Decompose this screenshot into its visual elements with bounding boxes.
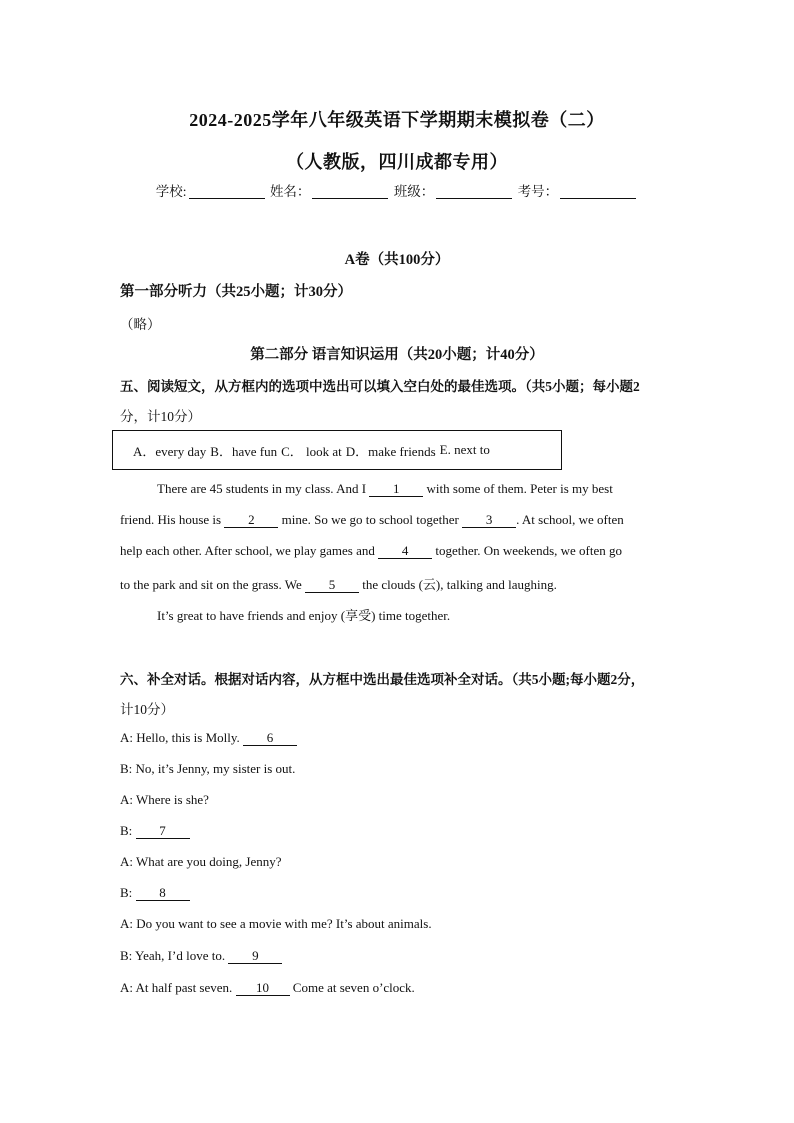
exam-title: 2024-2025学年八年级英语下学期期末模拟卷（二）: [189, 110, 605, 130]
dialogue-line-5: A: What are you doing, Jenny?: [120, 854, 282, 869]
dialogue-line-8: [120, 948, 282, 964]
passage-text: . At school, we often: [516, 512, 624, 527]
dialogue-text: Come at seven o’clock.: [289, 980, 415, 995]
class-blank[interactable]: [436, 184, 512, 199]
name-blank[interactable]: [312, 184, 388, 199]
exam-no-label: 考号：: [517, 184, 559, 199]
blank-6[interactable]: 6: [243, 731, 297, 746]
dialogue-line-6: [120, 885, 190, 901]
blank-9[interactable]: 9: [228, 949, 282, 964]
dialogue-text: B: Yeah, I’d love to.: [120, 948, 229, 963]
dialogue-line-9: [120, 980, 415, 996]
school-label: 学校:: [155, 184, 187, 199]
option-a: A．every day: [133, 443, 207, 459]
q6-instruction-line2: 计10分）: [120, 702, 174, 717]
passage-line-4: [120, 574, 557, 593]
blank-10[interactable]: 10: [236, 981, 290, 996]
q5-instruction-line1: 五、阅读短文，从方框内的选项中选出可以填入空白处的最佳选项。（共5小题；每小题2: [120, 379, 640, 394]
dialogue-text: A: Hello, this is Molly.: [120, 730, 244, 745]
blank-4[interactable]: 4: [378, 544, 432, 559]
option-b: B．have fun: [210, 443, 278, 459]
dialogue-line-7: A: Do you want to see a movie with me? It’s about animals.: [120, 916, 432, 931]
dialogue-text: A: At half past seven.: [120, 980, 236, 995]
section-a-title: A卷（共100分）: [344, 252, 450, 268]
option-c: C． look at: [281, 443, 342, 459]
class-label: 班级：: [393, 184, 435, 199]
passage-text: help each other. After school, we play games and: [120, 543, 379, 558]
passage-text: with some of them. Peter is my best: [423, 481, 613, 496]
q6-instruction-line1: 六、补全对话。根据对话内容，从方框中选出最佳选项补全对话。（共5小题;每小题2分，: [120, 672, 645, 687]
dialogue-text: B:: [120, 823, 136, 838]
dialogue-line-2: B: No, it’s Jenny, my sister is out.: [120, 761, 296, 776]
part1-title: 第一部分听力（共25小题；计30分）: [120, 284, 352, 300]
option-e: E. next to: [439, 442, 490, 457]
passage-line-5: It’s great to have friends and enjoy (享受) time together.: [157, 608, 451, 623]
exam-subtitle: （人教版，四川成都专用）: [286, 152, 508, 172]
passage-text: friend. His house is: [120, 512, 225, 527]
dialogue-line-1: [120, 730, 297, 746]
q5-instruction: [120, 375, 640, 395]
blank-7[interactable]: 7: [136, 824, 190, 839]
q5-instruction-line2: 分，计10分）: [120, 409, 201, 424]
passage-line-1: [157, 481, 613, 497]
exam-no-blank[interactable]: [560, 184, 636, 199]
passage-text: There are 45 students in my class. And I: [157, 481, 370, 496]
passage-text: mine. So we go to school together: [278, 512, 463, 527]
blank-3[interactable]: 3: [462, 513, 516, 528]
passage-line-2: [120, 512, 624, 528]
option-d: D．make friends: [345, 443, 436, 459]
q6-instruction: [120, 668, 644, 688]
name-label: 姓名：: [269, 184, 311, 199]
q5-options-box: [112, 430, 562, 470]
dialogue-line-4: [120, 823, 190, 839]
student-info-line: [0, 180, 794, 200]
part1-note: （略）: [120, 317, 161, 332]
dialogue-text: B:: [120, 885, 136, 900]
passage-line-3: [120, 543, 622, 559]
blank-8[interactable]: 8: [136, 886, 190, 901]
dialogue-line-3: A: Where is she?: [120, 792, 209, 807]
passage-text: together. On weekends, we often go: [432, 543, 622, 558]
blank-1[interactable]: 1: [369, 482, 423, 497]
school-blank[interactable]: [189, 184, 265, 199]
part2-title: 第二部分 语言知识运用（共20小题；计40分）: [250, 347, 544, 363]
blank-5[interactable]: 5: [305, 578, 359, 593]
passage-text: the clouds (云), talking and laughing.: [359, 577, 557, 592]
passage-text: to the park and sit on the grass. We: [120, 577, 306, 592]
blank-2[interactable]: 2: [224, 513, 278, 528]
